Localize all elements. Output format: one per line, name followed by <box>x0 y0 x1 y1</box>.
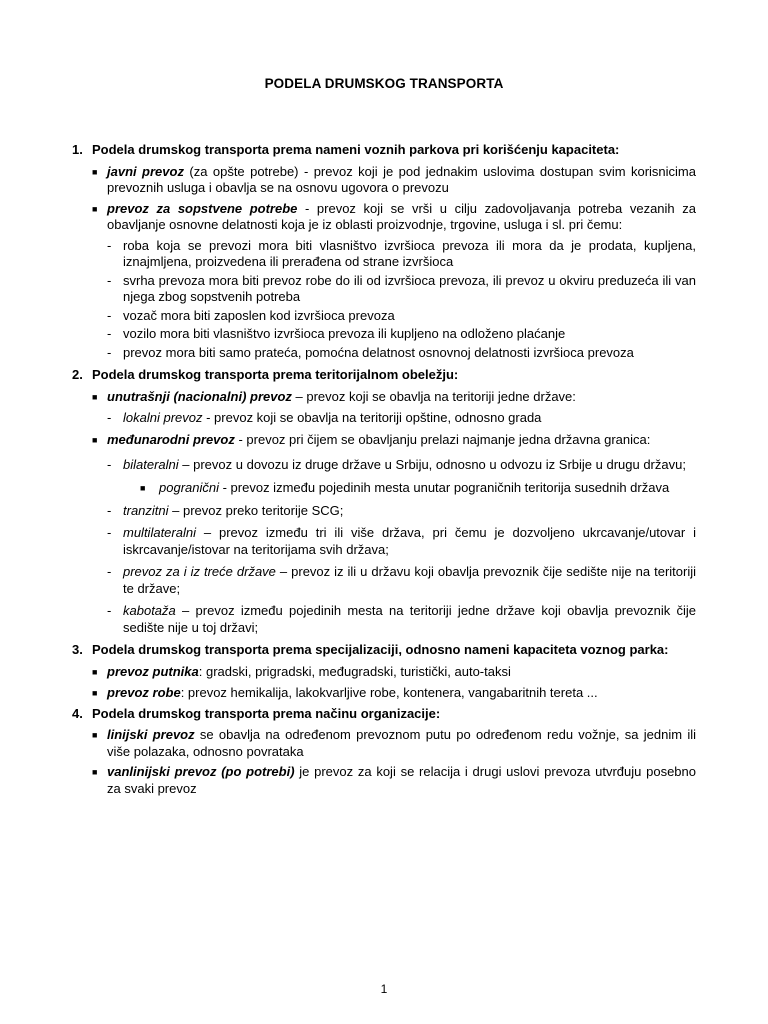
term: vanlinijski prevoz (po potrebi) <box>107 764 295 779</box>
section-heading-text: Podela drumskog transporta prema teritorijalnom obeležju: <box>92 367 459 382</box>
section-number: 1. <box>72 142 83 157</box>
dash-bullet-icon: - <box>107 603 112 618</box>
definition: - prevoz koji se vrši u cilju zadovoljavanja potreba vezanih za obavljanje osnovne delatnosti koja je iz oblasti proizvodnje, trgovine, usluga i sl. pri čemu: <box>107 200 696 232</box>
list-item <box>90 201 696 234</box>
section-3-heading <box>72 642 696 659</box>
dash-bullet-icon: - <box>107 272 112 288</box>
sub-list-item <box>107 603 696 636</box>
term: prevoz za i iz treće države <box>123 564 276 579</box>
definition: - prevoz pri čijem se obavljanju prelazi najmanje jedna državna granica: <box>234 432 651 447</box>
dash-bullet-icon: - <box>107 525 112 540</box>
dash-bullet-icon: - <box>107 344 112 360</box>
section-number: 3. <box>72 642 83 657</box>
term: međunarodni prevoz <box>107 432 235 447</box>
square-bullet-icon: ■ <box>92 666 98 677</box>
list-item <box>90 664 696 681</box>
definition: je prevoz za koji se relacija i drugi uslovi prevoza utvrđuju posebno za svaki prevoz <box>107 764 696 796</box>
sub-item-text: svrha prevoza mora biti prevoz robe do ili od izvršioca prevoza, ili prevoz u okviru preduzeća ili van njega zbog sopstvenih potreba <box>123 272 696 304</box>
dash-bullet-icon: - <box>107 307 112 323</box>
list-item <box>90 727 696 760</box>
definition: se obavlja na određenom prevoznom putu po određenom redu vožnje, sa jednim ili više polazaka, odnosno povrataka <box>107 727 696 759</box>
section-heading-text: Podela drumskog transporta prema specijalizaciji, odnosno nameni kapaciteta voznog parka: <box>92 642 669 657</box>
list-item <box>90 685 696 702</box>
definition: – prevoz između pojedinih mesta na teritoriji jedne države koji obavlja prevoznik čije sedište nije u toj državi; <box>123 603 696 635</box>
term: javni prevoz <box>107 163 184 179</box>
definition: – prevoz koji se obavlja na teritoriji jedne države: <box>291 388 576 404</box>
term: prevoz putnika <box>107 663 199 679</box>
list-item <box>90 432 696 449</box>
definition: – prevoz između tri ili više država, pri čemu je dozvoljeno ukrcavanje/utovar i iskrcavanje/istovar na teritorijama svih država; <box>123 525 696 557</box>
dash-bullet-icon: - <box>107 502 112 518</box>
term: tranzitni <box>123 502 169 518</box>
list-item <box>90 389 696 406</box>
sub-list-item <box>107 308 696 325</box>
sub-sub-list-item <box>140 480 696 497</box>
sub-list-item <box>107 525 696 558</box>
page-number: 1 <box>380 982 388 996</box>
definition: – prevoz iz ili u državu koji obavlja prevoznik čije sedište nije na teritoriji te države; <box>123 564 696 596</box>
section-number: 2. <box>72 367 83 382</box>
sub-list-item <box>107 238 696 271</box>
section-number: 4. <box>72 705 83 721</box>
term: kabotaža <box>123 603 176 618</box>
dash-bullet-icon: - <box>107 326 112 341</box>
term: multilateralni <box>123 525 196 540</box>
sub-list-item <box>107 326 696 343</box>
section-heading-text: Podela drumskog transporta prema nameni voznih parkova pri korišćenju kapaciteta: <box>92 142 620 157</box>
page-title: PODELA DRUMSKOG TRANSPORTA <box>264 76 504 91</box>
section-2-heading <box>72 367 696 384</box>
term: lokalni prevoz <box>123 409 203 425</box>
term: bilateralni <box>123 457 179 472</box>
dash-bullet-icon: - <box>107 457 112 472</box>
sub-item-text: roba koja se prevozi mora biti vlasništvo izvršioca prevoza ili mora da je prodata, kupljena, iznajmljena, proizvedena ili prerađena od strane izvršioca <box>123 237 696 269</box>
list-item <box>90 164 696 197</box>
term: linijski prevoz <box>107 727 195 742</box>
sub-list-item <box>107 345 696 362</box>
dash-bullet-icon: - <box>107 564 112 579</box>
term: prevoz robe <box>107 684 181 700</box>
sub-item-text: vozač mora biti zaposlen kod izvršioca prevoza <box>123 307 395 323</box>
sub-list-item <box>107 503 696 520</box>
square-bullet-icon: ■ <box>140 482 146 493</box>
definition: (za opšte potrebe) - prevoz koji je pod jednakim uslovima dostupan svim korisnicima prevoznih usluga i obavlja se na osnovu ugovora o prevozu <box>107 163 696 195</box>
dash-bullet-icon: - <box>107 237 112 253</box>
sub-list-item <box>107 564 696 597</box>
definition: : gradski, prigradski, međugradski, turistički, auto-taksi <box>198 663 511 679</box>
dash-bullet-icon: - <box>107 409 112 425</box>
definition: - prevoz koji se obavlja na teritoriji opštine, odnosno grada <box>202 409 542 425</box>
square-bullet-icon: ■ <box>92 730 98 740</box>
definition: – prevoz preko teritorije SCG; <box>168 502 344 518</box>
term: unutrašnji (nacionalni) prevoz <box>107 388 292 404</box>
sub-list-item <box>107 457 696 474</box>
sub-list-item <box>107 273 696 306</box>
list-item <box>90 764 696 797</box>
square-bullet-icon: ■ <box>92 687 98 698</box>
section-heading-text: Podela drumskog transporta prema načinu organizacije: <box>92 705 441 721</box>
sub-item-text: prevoz mora biti samo prateća, pomoćna delatnost osnovnoj delatnosti izvršioca prevoza <box>123 344 634 360</box>
square-bullet-icon: ■ <box>92 203 98 214</box>
term: prevoz za sopstvene potrebe <box>107 200 298 216</box>
square-bullet-icon: ■ <box>92 767 98 777</box>
sub-list-item <box>107 410 696 427</box>
square-bullet-icon: ■ <box>92 166 98 177</box>
square-bullet-icon: ■ <box>92 391 98 402</box>
square-bullet-icon: ■ <box>92 435 98 445</box>
document-body <box>72 142 696 801</box>
definition: – prevoz u dovozu iz druge države u Srbiju, odnosno u odvozu iz Srbije u drugu državu; <box>178 457 686 472</box>
section-1-heading <box>72 142 696 159</box>
term: pogranični <box>159 479 219 495</box>
sub-item-text: vozilo mora biti vlasništvo izvršioca prevoza ili kupljeno na odloženo plaćanje <box>123 326 566 341</box>
section-4-heading <box>72 706 696 723</box>
definition: - prevoz između pojedinih mesta unutar pograničnih teritorija susednih država <box>219 479 670 495</box>
definition: : prevoz hemikalija, lakokvarljive robe, kontenera, vangabaritnih tereta ... <box>180 684 598 700</box>
